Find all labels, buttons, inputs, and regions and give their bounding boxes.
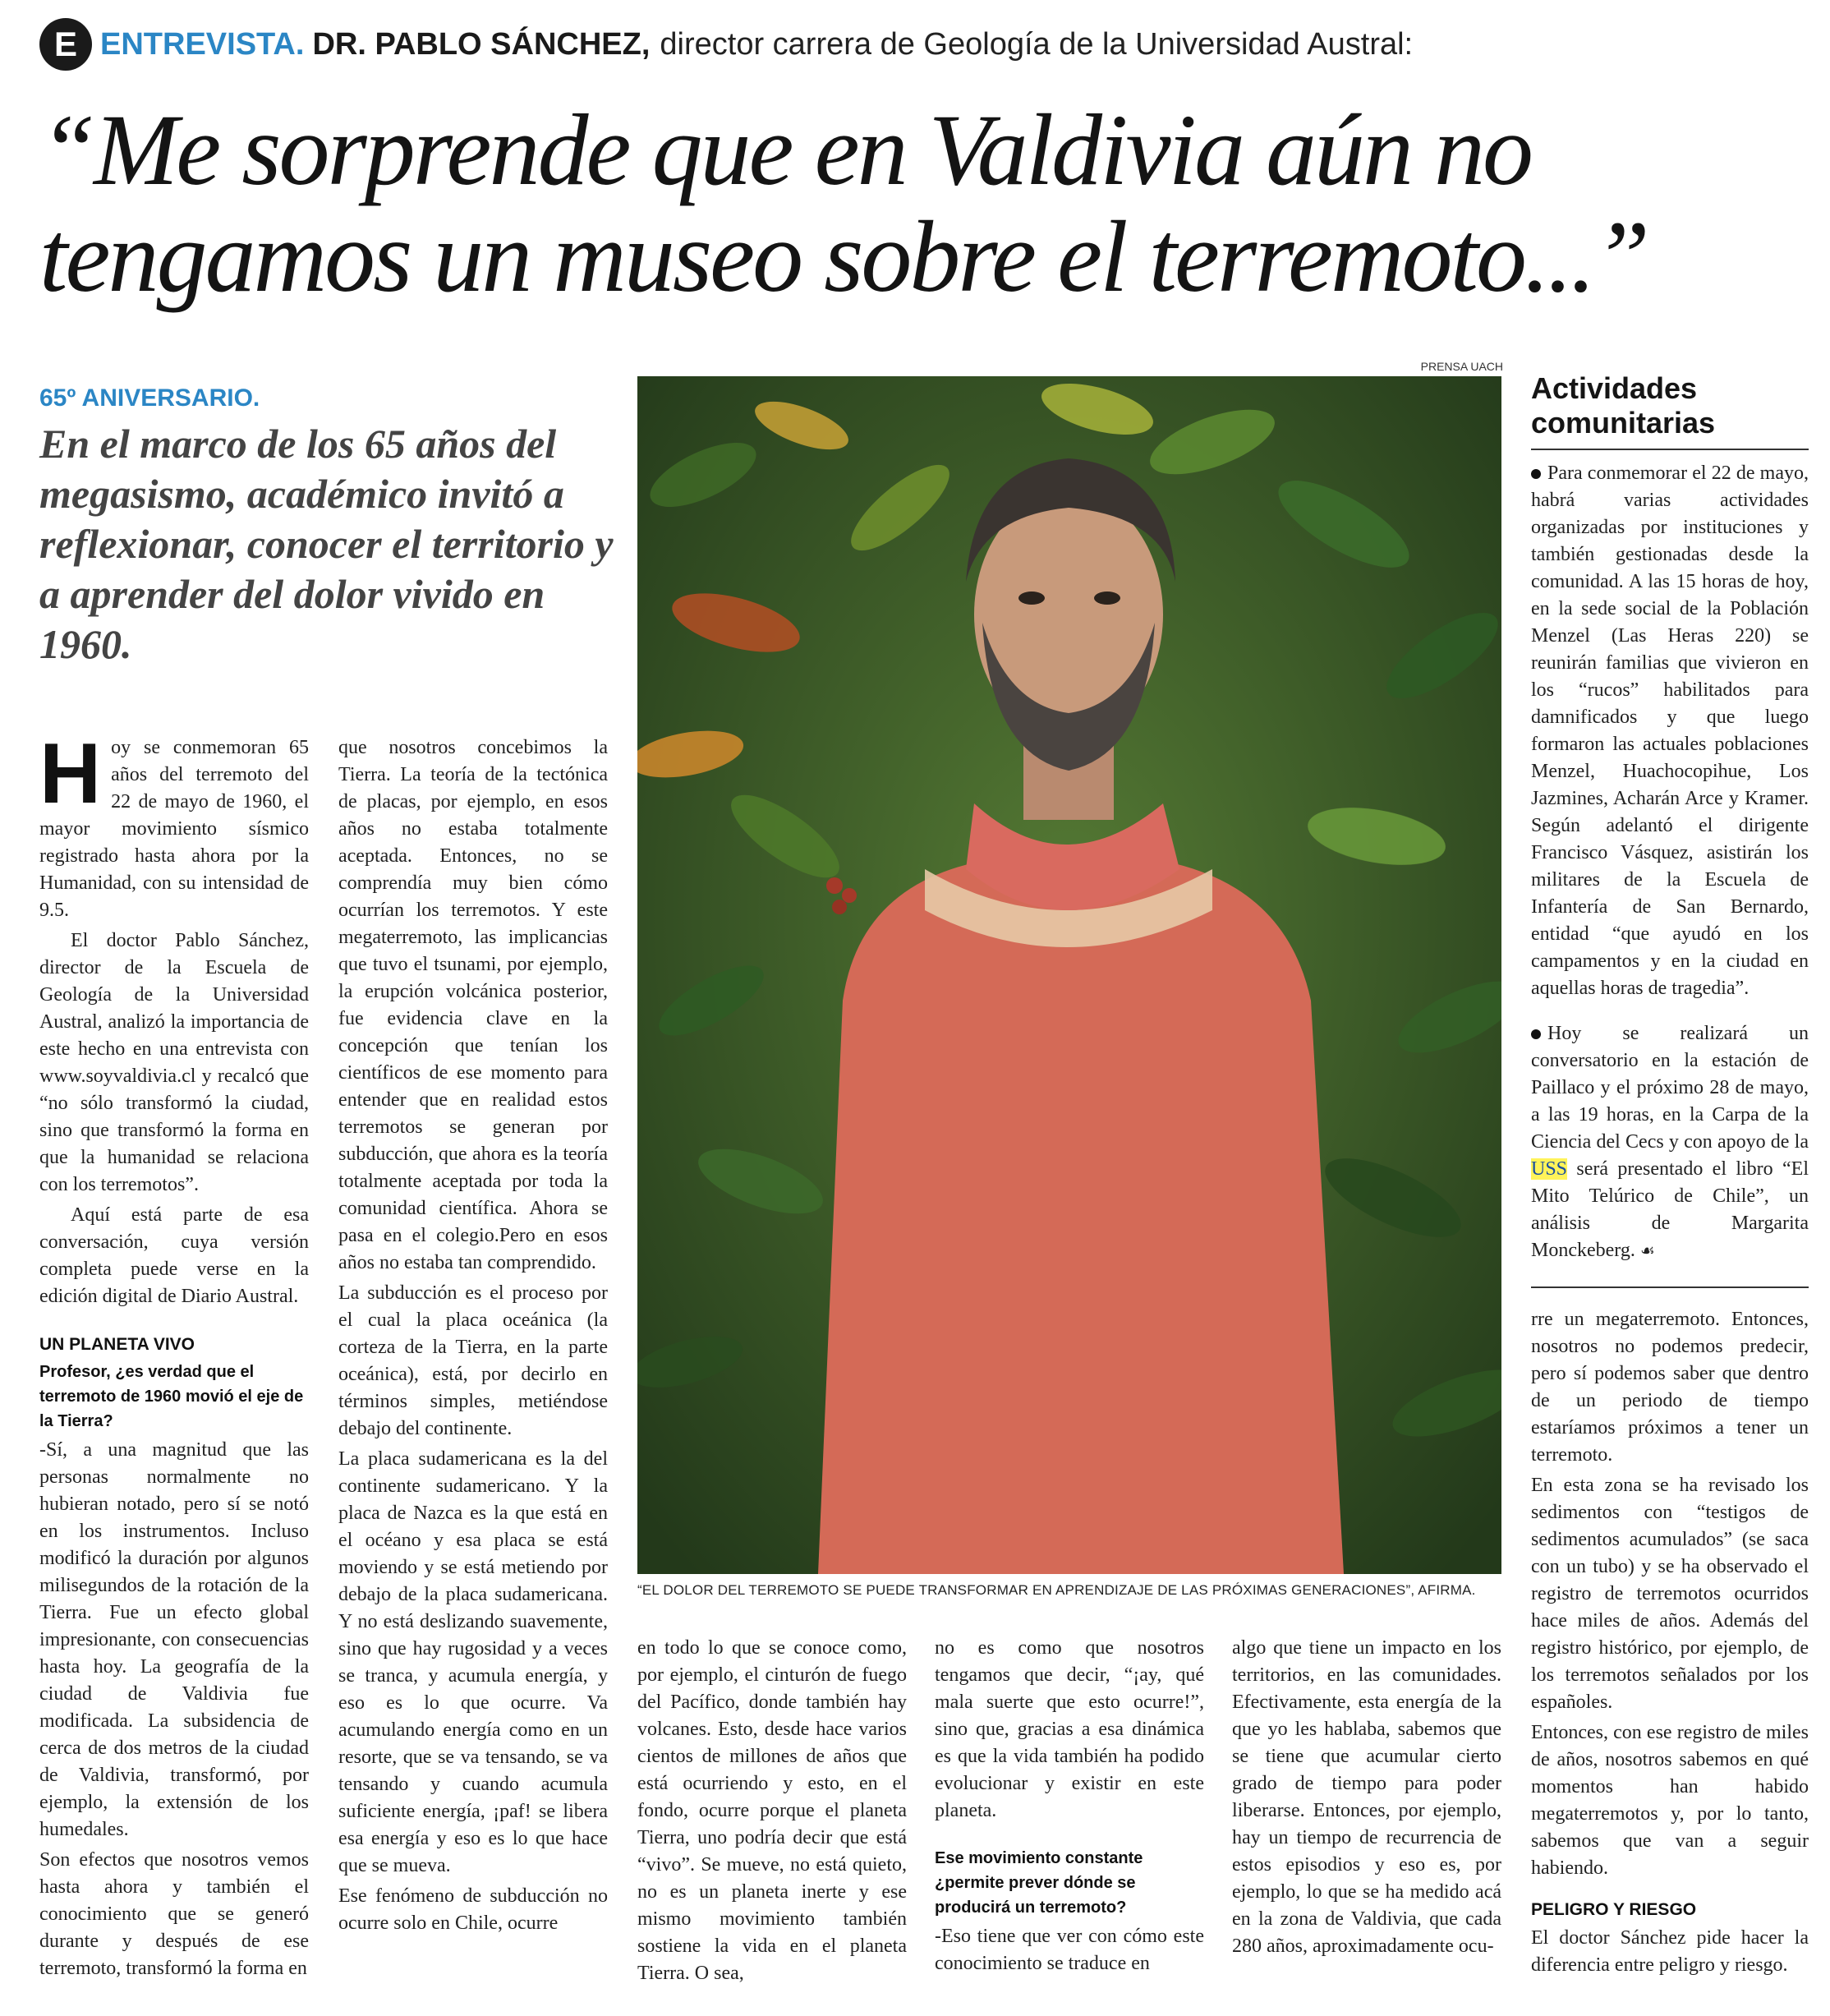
deck-kicker: 65º ANIVERSARIO.: [39, 384, 260, 412]
body-paragraph: no es como que nosotros tengamos que decir, “¡ay, qué mala suerte que esto ocurre!”, sino que, gracias a esa dinámica es que la vida también ha podido evolucionar y existir en este planeta.: [935, 1637, 1204, 1821]
sidebar-divider: [1531, 449, 1809, 450]
interviewee-role: director carrera de Geología de la Universidad Austral:: [660, 26, 1414, 62]
body-paragraph: en todo lo que se conoce como, por ejemplo, el cinturón de fuego del Pacífico, donde también hay volcanes. Esto, desde hace varios cientos de millones de años que está ocurriendo y esto, en el fondo, ocurre porque el planeta Tierra, uno podría decir que está “vivo”. Se mueve, no está quieto, no es un planeta inerte y ese mismo movimiento también sostiene la vida en el planeta Tierra. O sea,: [637, 1637, 907, 1984]
portrait-illustration: [637, 376, 1501, 1574]
photo-credit: PRENSA UACH: [1420, 360, 1503, 373]
headline: “Me sorprende que en Valdivia aún no tengamos un museo sobre el terremoto...”: [39, 94, 1648, 313]
interview-question: Ese movimiento constante ¿permite prever dónde se producirá un terremoto?: [935, 1849, 1143, 1917]
body-paragraph: Ese fenómeno de subducción no ocurre solo en Chile, ocurre: [338, 1885, 608, 1934]
drop-cap: H: [39, 734, 102, 822]
body-paragraph: En esta zona se ha revisado los sedimentos con “testigos de sedimentos acumulados” (se saca con un tubo) y se ha observado el registro de terremotos ocurridos hace miles de años. Además del registro histórico, por ejemplo, de los terremotos señalados por los españoles.: [1531, 1475, 1809, 1713]
end-mark-icon: ☙: [1639, 1240, 1655, 1260]
body-paragraph: Entonces, con ese registro de miles de años, nosotros sabemos en qué momentos han habido megaterremotos y, por lo tanto, sabemos que van a seguir habiendo.: [1531, 1722, 1809, 1879]
body-paragraph: La subducción es el proceso por el cual la placa oceánica (la corteza de la Tierra, en la parte oceánica), está, por decirlo en términos simples, metiéndose debajo del continente.: [338, 1282, 608, 1439]
sidebar-body: [1531, 460, 1809, 1265]
body-column-3: [637, 1635, 907, 2000]
section-badge: E: [39, 18, 92, 71]
body-paragraph: La placa sudamericana es la del continente sudamericano. Y la placa de Nazca es la que está en el océano y esa placa se está moviendo y se está metiendo por debajo de la placa sudamericana. Y no está deslizando suavemente, sino que hay rugosidad y a veces se tranca, y acumula energía, y eso es lo que ocurre. Va acumulando energía como en un resorte, que se va tensando, se va tensando y cuando acumula suficiente energía, ¡paf! se libera esa energía y eso es lo que hace que se mueva.: [338, 1448, 608, 1876]
section-label: ENTREVISTA.: [100, 26, 305, 62]
photo-caption: “EL DOLOR DEL TERREMOTO SE PUEDE TRANSFORMAR EN APRENDIZAJE DE LAS PRÓXIMAS GENERACIONES”, AFIRMA.: [637, 1582, 1476, 1598]
subhead-peligro-y-riesgo: PELIGRO Y RIESGO: [1531, 1900, 1697, 1919]
body-paragraph: Son efectos que nosotros vemos hasta ahora y también el conocimiento que se generó durante y después de ese terremoto, transformó la forma en: [39, 1849, 309, 1979]
interview-answer: -Eso tiene que ver con cómo este conocimiento se traduce en: [935, 1926, 1204, 1974]
body-paragraph: El doctor Pablo Sánchez, director de la Escuela de Geología de la Universidad Austral, analizó la importancia de este hecho en una entrevista con www.soyvaldivia.cl y recalcó que “no sólo transformó la ciudad, sino que transformó la forma en que la humanidad se relaciona con los terremotos”.: [39, 930, 309, 1195]
section-header: [39, 18, 1805, 71]
sidebar-item: Para conmemorar el 22 de mayo, habrá varias actividades organizadas por instituciones y también gestionadas desde la comunidad. A las 15 horas de hoy, en la sede social de la Población Menzel (Las Heras 220) se reunirán familias que vivieron en los “rucos” habilitados para damnificados y que luego formaron las actuales poblaciones Menzel, Huachocopihue, Los Jazmines, Acharán Arce y Kramer. Según adelantó el dirigente Francisco Vásquez, asistirán los militares de la Escuela de Infantería de San Bernardo, entidad “que ayudó en los campamentos y en la ciudad en aquellas horas de tragedia”.: [1531, 463, 1809, 999]
body-paragraph: algo que tiene un impacto en los territorios, en las comunidades. Efectivamente, esta energía de la que yo les hablaba, sabemos que se tiene que acumular cierto grado de tiempo para poder liberarse. Entonces, por ejemplo, hay un tiempo de recurrencia de estos episodios y eso es, por ejemplo, lo que se ha medido acá en la zona de Valdivia, que cada 280 años, aproximadamente ocu-: [1232, 1637, 1501, 1957]
body-column-1: [39, 734, 309, 2000]
interview-question: Profesor, ¿es verdad que el terremoto de 1960 movió el eje de la Tierra?: [39, 1363, 304, 1430]
body-column-5: [1232, 1635, 1501, 2000]
deck-summary: En el marco de los 65 años del megasismo, académico invitó a reflexionar, conocer el territorio y a aprender del dolor vivido en 1960.: [39, 421, 614, 667]
body-paragraph: oy se conmemoran 65 años del terremoto del 22 de mayo de 1960, el mayor movimiento sísmico registrado hasta ahora por la Humanidad, con su intensidad de 9.5.: [39, 737, 309, 921]
body-paragraph: rre un megaterremoto. Entonces, nosotros no podemos predecir, pero sí podemos saber que dentro de un periodo de tiempo estaríamos próximos a tener un terremoto.: [1531, 1309, 1809, 1466]
body-paragraph: El doctor Sánchez pide hacer la diferencia entre peligro y riesgo.: [1531, 1927, 1809, 1976]
sidebar-item: Hoy se realizará un conversatorio en la estación de Paillaco y el próximo 28 de mayo, a las 19 horas, en la Carpa de la Ciencia del Cecs y con apoyo de la USS será presentado el libro “El Mito Telúrico de Chile”, un análisis de Margarita Monckeberg. ☙: [1531, 1023, 1809, 1261]
interviewee-name: DR. PABLO SÁNCHEZ,: [312, 26, 651, 62]
sidebar-title: Actividades comunitarias: [1531, 371, 1716, 440]
bullet-icon: [1531, 1029, 1541, 1039]
body-column-6: [1531, 1306, 1809, 2000]
highlighted-text: USS: [1531, 1158, 1568, 1180]
sidebar-divider: [1531, 1286, 1809, 1288]
bullet-icon: [1531, 469, 1541, 479]
body-column-2: [338, 734, 608, 2000]
body-column-4: [935, 1635, 1204, 2000]
body-paragraph: que nosotros concebimos la Tierra. La teoría de la tectónica de placas, por ejemplo, en esos años no estaba totalmente aceptada. Entonces, no se comprendía muy bien cómo ocurrían los terremotos. Y este megaterremoto, las implicancias que tuvo el tsunami, por ejemplo, la erupción volcánica posterior, fue evidencia clave en la concepción que tenían los científicos de ese momento para entender que en realidad estos terremotos se generan por subducción, que ahora es la teoría totalmente aceptada por toda la comunidad científica. Ahora se pasa en el colegio.Pero en esos años no estaba tan comprendido.: [338, 737, 608, 1273]
portrait-photo: [637, 376, 1501, 1574]
interview-answer: -Sí, a una magnitud que las personas normalmente no hubieran notado, pero sí se notó en los instrumentos. Incluso modificó la duración por algunos milisegundos de la rotación de la Tierra. Fue un efecto global impresionante, con consecuencias hasta hoy. La geografía de la ciudad de Valdivia fue modificada. La subsidencia de cerca de dos metros de la ciudad de Valdivia, transformó, por ejemplo, la extensión de los humedales.: [39, 1439, 309, 1840]
subhead-planeta-vivo: UN PLANETA VIVO: [39, 1335, 195, 1354]
body-paragraph: Aquí está parte de esa conversación, cuya versión completa puede verse en la edición digital de Diario Austral.: [39, 1204, 309, 1307]
